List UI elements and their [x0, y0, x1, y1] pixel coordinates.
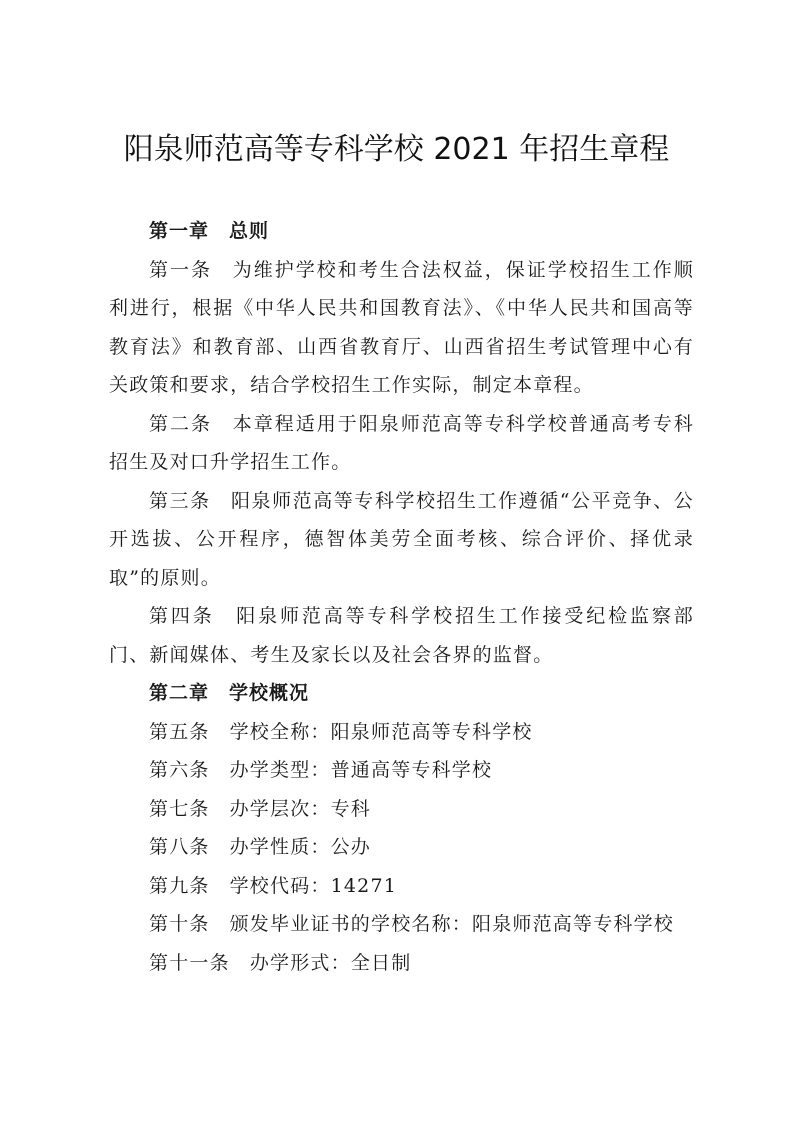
document-title: 阳泉师范高等专科学校 2021 年招生章程 [123, 132, 670, 167]
article-text: 办学性质：公办 [229, 836, 372, 858]
article-text: 颁发毕业证书的学校名称：阳泉师范高等专科学校 [229, 913, 675, 935]
article-text: 阳泉师范高等专科学校招生工作遵循“公平竞争、公开选拔、公开程序，德智体美劳全面考核、综合评价、择优录取”的原则。 [109, 489, 694, 589]
article-text: 学校全称：阳泉师范高等专科学校 [229, 720, 533, 743]
article-number: 第六条 [149, 759, 210, 781]
article-number: 第八条 [149, 836, 210, 858]
article-number: 第五条 [149, 720, 210, 743]
article-paragraph [109, 905, 694, 944]
article-number: 第十条 [149, 913, 210, 935]
article-text: 办学层次：专科 [229, 797, 372, 820]
article-number: 第三条 [149, 489, 211, 512]
article-paragraph [109, 405, 694, 482]
chapter-name: 总则 [229, 220, 270, 242]
article-paragraph [109, 482, 694, 598]
chapter-heading [109, 212, 694, 251]
article-text: 办学类型：普通高等专科学校 [229, 759, 493, 781]
article-number: 第十一条 [149, 951, 230, 974]
article-text: 阳泉师范高等专科学校招生工作接受纪检监察部门、新闻媒体、考生及家长以及社会各界的监督。 [109, 605, 694, 666]
article-text: 学校代码：14271 [229, 874, 398, 897]
article-number: 第一条 [149, 258, 212, 281]
article-number: 第四条 [149, 605, 215, 627]
article-paragraph [109, 790, 694, 829]
article-paragraph [109, 713, 694, 752]
article-number: 第二条 [149, 412, 212, 435]
article-paragraph [109, 867, 694, 906]
article-paragraph [109, 251, 694, 405]
article-paragraph [109, 751, 694, 790]
article-paragraph [109, 828, 694, 867]
article-paragraph [109, 597, 694, 674]
article-number: 第七条 [149, 797, 210, 820]
chapter-heading [109, 674, 694, 713]
article-number: 第九条 [149, 874, 210, 897]
chapter-number: 第二章 [149, 682, 210, 704]
document-body [109, 212, 694, 982]
chapter-number: 第一章 [149, 220, 210, 242]
article-text: 本章程适用于阳泉师范高等专科学校普通高考专科招生及对口升学招生工作。 [109, 412, 694, 473]
article-paragraph [109, 944, 694, 983]
article-text: 办学形式：全日制 [249, 951, 412, 974]
article-text: 为维护学校和考生合法权益，保证学校招生工作顺利进行，根据《中华人民共和国教育法》、《中华人民共和国高等教育法》和教育部、山西省教育厅、山西省招生考试管理中心有关政策和要求，结合学校招生工作实际，制定本章程。 [109, 258, 694, 396]
chapter-name: 学校概况 [229, 682, 310, 704]
